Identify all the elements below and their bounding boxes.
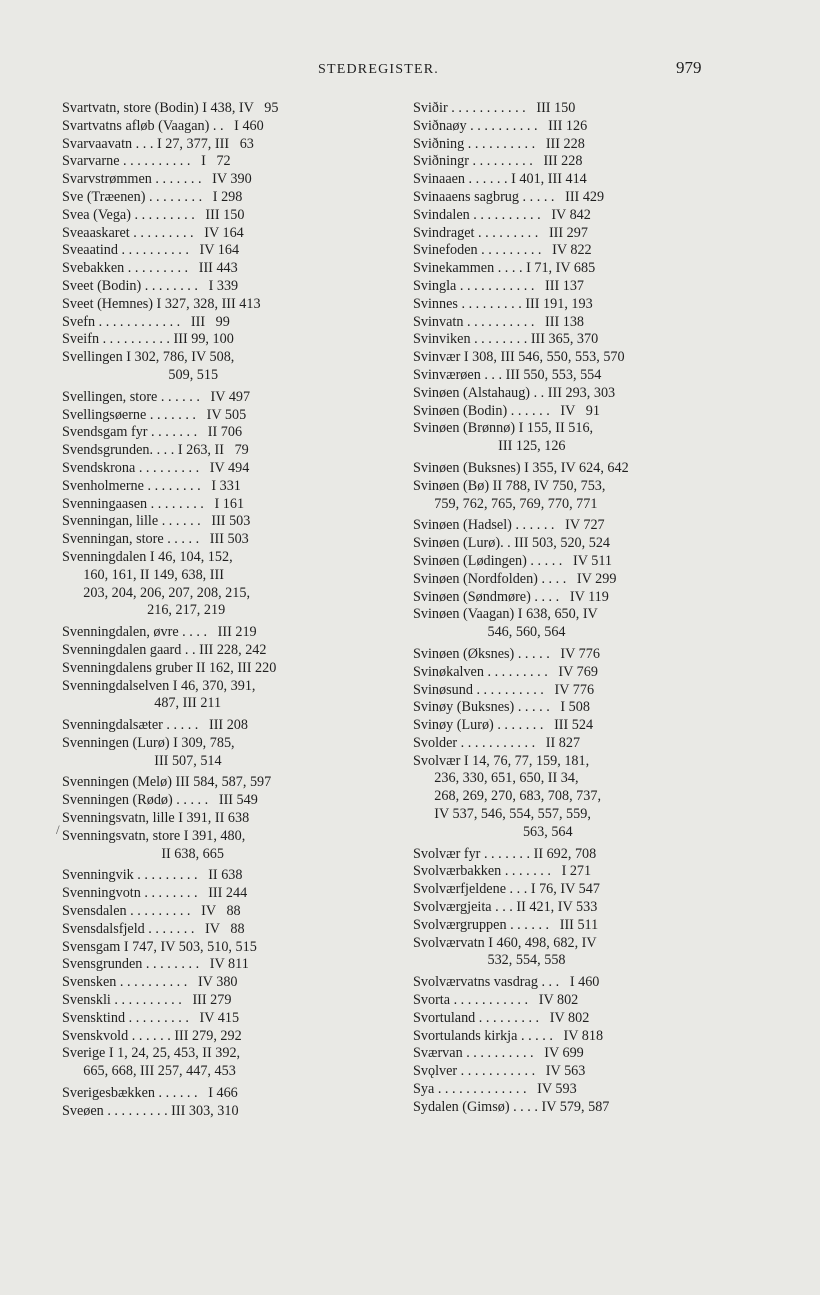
index-entry: 563, 564: [413, 823, 573, 840]
index-entry: Svinvær I 308, III 546, 550, 553, 570: [413, 349, 625, 366]
index-entry: Svolvær fyr . . . . . . . II 692, 708: [413, 845, 597, 862]
index-entry: Svenskli . . . . . . . . . . III 279: [62, 992, 232, 1009]
index-entry: Svenningen (Melø) III 584, 587, 597: [62, 774, 272, 791]
index-entry: 216, 217, 219: [62, 602, 226, 619]
index-entry: Svingla . . . . . . . . . . . III 137: [413, 277, 585, 294]
index-entry: Svenningsvatn, store I 391, 480,: [62, 827, 246, 844]
index-entry: Svenningdalsæter . . . . . III 208: [62, 717, 248, 734]
index-entry: Svenningan, store . . . . . III 503: [62, 531, 249, 548]
index-entry: Svarvarne . . . . . . . . . . I 72: [62, 153, 231, 170]
index-entry: Sveet (Bodin) . . . . . . . . I 339: [62, 277, 239, 294]
index-entry: Svenningan, lille . . . . . . III 503: [62, 513, 251, 530]
index-entry: Svinøen (Vaagan) I 638, 650, IV: [413, 606, 598, 623]
index-entry: Svinøen (Buksnes) I 355, IV 624, 642: [413, 459, 629, 476]
index-entry: Svinøen (Øksnes) . . . . . IV 776: [413, 645, 600, 662]
index-entry: Svendsgam fyr . . . . . . . II 706: [62, 424, 243, 441]
index-entry: Svinøen (Nordfolden) . . . . IV 299: [413, 570, 617, 587]
index-entry: Svartvatn, store (Bodin) I 438, IV 95: [62, 100, 279, 116]
index-entry: Svortuland . . . . . . . . . IV 802: [413, 1009, 590, 1026]
index-entry: Svinøkalven . . . . . . . . . IV 769: [413, 663, 598, 680]
index-entry: Sverige I 1, 24, 25, 453, II 392,: [62, 1045, 241, 1062]
index-entry: Svenningdalen gaard . . III 228, 242: [62, 641, 267, 658]
index-entry: Svellingen, store . . . . . . IV 497: [62, 388, 251, 405]
index-entry: Svinefoden . . . . . . . . . IV 822: [413, 242, 592, 259]
index-entry: Svolværgruppen . . . . . . III 511: [413, 916, 599, 933]
index-entry: IV 537, 546, 554, 557, 559,: [413, 806, 591, 823]
index-entry: Svendsgrunden. . . . I 263, II 79: [62, 442, 249, 459]
index-entry: Sveaatind . . . . . . . . . . IV 164: [62, 242, 240, 259]
index-entry: Svensgam I 747, IV 503, 510, 515: [62, 938, 257, 955]
index-entry: Svenningsvatn, lille I 391, II 638: [62, 810, 250, 827]
index-entry: Svinøen (Lødingen) . . . . . IV 511: [413, 552, 612, 569]
index-entry: Svortulands kirkja . . . . . IV 818: [413, 1027, 604, 1044]
page-number: 979: [676, 58, 702, 77]
index-entry: Sværvan . . . . . . . . . . IV 699: [413, 1045, 584, 1062]
index-entry: Svebakken . . . . . . . . . III 443: [62, 260, 238, 277]
index-column-right: [413, 100, 733, 1117]
index-entry: Svinøy (Buksnes) . . . . . I 508: [413, 699, 590, 716]
index-entry: 203, 204, 206, 207, 208, 215,: [62, 584, 250, 601]
index-entry: Svolværvatns vasdrag . . . I 460: [413, 974, 600, 991]
index-entry: Svinøsund . . . . . . . . . . IV 776: [413, 681, 595, 698]
index-entry: Svinviken . . . . . . . . III 365, 370: [413, 331, 599, 348]
index-entry: Svenningvotn . . . . . . . . III 244: [62, 885, 248, 902]
index-entry: Sviðir . . . . . . . . . . . III 150: [413, 100, 576, 116]
index-entry: 268, 269, 270, 683, 708, 737,: [413, 788, 601, 805]
index-entry: Svensktind . . . . . . . . . IV 415: [62, 1009, 240, 1026]
index-entry: Svolværvatn I 460, 498, 682, IV: [413, 934, 597, 951]
index-entry: Sveet (Hemnes) I 327, 328, III 413: [62, 295, 261, 312]
index-entry: 487, III 211: [62, 695, 222, 712]
index-entry: Svarvstrømmen . . . . . . . IV 390: [62, 171, 252, 188]
index-entry: Svolværfjeldene . . . I 76, IV 547: [413, 881, 600, 898]
index-entry: Svinnes . . . . . . . . . III 191, 193: [413, 295, 593, 312]
index-entry: Svorta . . . . . . . . . . . IV 802: [413, 992, 579, 1009]
page-header: [0, 58, 820, 86]
index-entry: Sviðningr . . . . . . . . . III 228: [413, 153, 583, 170]
index-entry: Sya . . . . . . . . . . . . . IV 593: [413, 1081, 577, 1098]
index-entry: Svenningdalselven I 46, 370, 391,: [62, 677, 256, 694]
index-column-left: [62, 100, 380, 1121]
index-entry: Sydalen (Gimsø) . . . . IV 579, 587: [413, 1098, 610, 1115]
index-entry: Svenningen (Lurø) I 309, 785,: [62, 734, 235, 751]
index-entry: Svenningen (Rødø) . . . . . III 549: [62, 792, 258, 809]
index-entry: Svarvaavatn . . . I 27, 377, III 63: [62, 135, 254, 152]
index-entry: Svinaaens sagbrug . . . . . III 429: [413, 188, 605, 205]
index-entry: Svensdalen . . . . . . . . . IV 88: [62, 903, 241, 920]
index-entry: Svolder . . . . . . . . . . . II 827: [413, 734, 581, 751]
index-entry: Sveaaskaret . . . . . . . . . IV 164: [62, 224, 244, 241]
index-entry: 509, 515: [62, 366, 219, 383]
index-entry: Svinøen (Bodin) . . . . . . IV 91: [413, 402, 600, 419]
index-entry: 546, 560, 564: [413, 624, 566, 641]
index-entry: 665, 668, III 257, 447, 453: [62, 1063, 236, 1080]
index-entry: Svenholmerne . . . . . . . . I 331: [62, 477, 241, 494]
index-entry: Sviðning . . . . . . . . . . III 228: [413, 135, 585, 152]
index-entry: Svenningvik . . . . . . . . . II 638: [62, 867, 243, 884]
index-entry: Svinøen (Alstahaug) . . III 293, 303: [413, 384, 616, 401]
index-entry: Svinøen (Lurø). . III 503, 520, 524: [413, 535, 611, 552]
index-entry: Svinvatn . . . . . . . . . . III 138: [413, 313, 585, 330]
index-entry: Svensgrunden . . . . . . . . IV 811: [62, 956, 249, 973]
index-entry: Svellingsøerne . . . . . . . IV 505: [62, 406, 247, 423]
index-entry: III 125, 126: [413, 438, 566, 455]
index-entry: Svefn . . . . . . . . . . . . III 99: [62, 313, 230, 330]
index-entry: Svinaaen . . . . . . I 401, III 414: [413, 171, 587, 188]
index-entry: Svenningdalen I 46, 104, 152,: [62, 548, 233, 565]
index-entry: Svinøen (Brønnø) I 155, II 516,: [413, 420, 594, 437]
index-entry: Svolværbakken . . . . . . . I 271: [413, 863, 592, 880]
index-entry: Sve (Træenen) . . . . . . . . I 298: [62, 188, 243, 205]
index-entry: Svartvatns afløb (Vaagan) . . I 460: [62, 117, 264, 134]
index-entry: Sveifn . . . . . . . . . . III 99, 100: [62, 331, 234, 348]
index-entry: Svea (Vega) . . . . . . . . . III 150: [62, 206, 245, 223]
index-entry: Svensdalsfjeld . . . . . . . IV 88: [62, 920, 245, 937]
index-entry: Svellingen I 302, 786, IV 508,: [62, 349, 235, 366]
index-entry: Svindalen . . . . . . . . . . IV 842: [413, 206, 591, 223]
index-entry: Svinøen (Hadsel) . . . . . . IV 727: [413, 517, 605, 534]
index-entry: 759, 762, 765, 769, 770, 771: [413, 495, 598, 512]
index-entry: Svenningdalen, øvre . . . . III 219: [62, 624, 257, 641]
index-entry: Svinøen (Bø) II 788, IV 750, 753,: [413, 477, 606, 494]
margin-mark: /: [56, 822, 60, 837]
index-entry: Svolværgjeita . . . II 421, IV 533: [413, 899, 598, 916]
index-entry: Svinøen (Søndmøre) . . . . IV 119: [413, 588, 609, 605]
index-entry: Svinværøen . . . III 550, 553, 554: [413, 366, 602, 383]
page-title: STEDREGISTER.: [318, 62, 439, 77]
index-entry: Svensken . . . . . . . . . . IV 380: [62, 974, 238, 991]
index-entry: III 507, 514: [62, 752, 222, 769]
index-entry: 532, 554, 558: [413, 952, 566, 969]
index-entry: II 638, 665: [62, 845, 224, 862]
index-entry: Svolvær I 14, 76, 77, 159, 181,: [413, 752, 590, 769]
index-entry: Svenningaasen . . . . . . . . I 161: [62, 495, 245, 512]
index-entry: Svǫlver . . . . . . . . . . . IV 563: [413, 1063, 586, 1080]
index-entry: 236, 330, 651, 650, II 34,: [413, 770, 579, 787]
index-entry: Svendskrona . . . . . . . . . IV 494: [62, 459, 250, 476]
index-entry: 160, 161, II 149, 638, III: [62, 566, 224, 583]
index-entry: Svenskvold . . . . . . III 279, 292: [62, 1027, 242, 1044]
index-entry: Svenningdalens gruber II 162, III 220: [62, 659, 277, 676]
index-entry: Sverigesbækken . . . . . . I 466: [62, 1085, 238, 1102]
index-entry: Sveøen . . . . . . . . . III 303, 310: [62, 1102, 239, 1119]
index-entry: Svinekammen . . . . I 71, IV 685: [413, 260, 596, 277]
index-entry: Svinøy (Lurø) . . . . . . . III 524: [413, 717, 594, 734]
index-entry: Svindraget . . . . . . . . . III 297: [413, 224, 588, 241]
index-entry: Sviðnaøy . . . . . . . . . . III 126: [413, 117, 588, 134]
